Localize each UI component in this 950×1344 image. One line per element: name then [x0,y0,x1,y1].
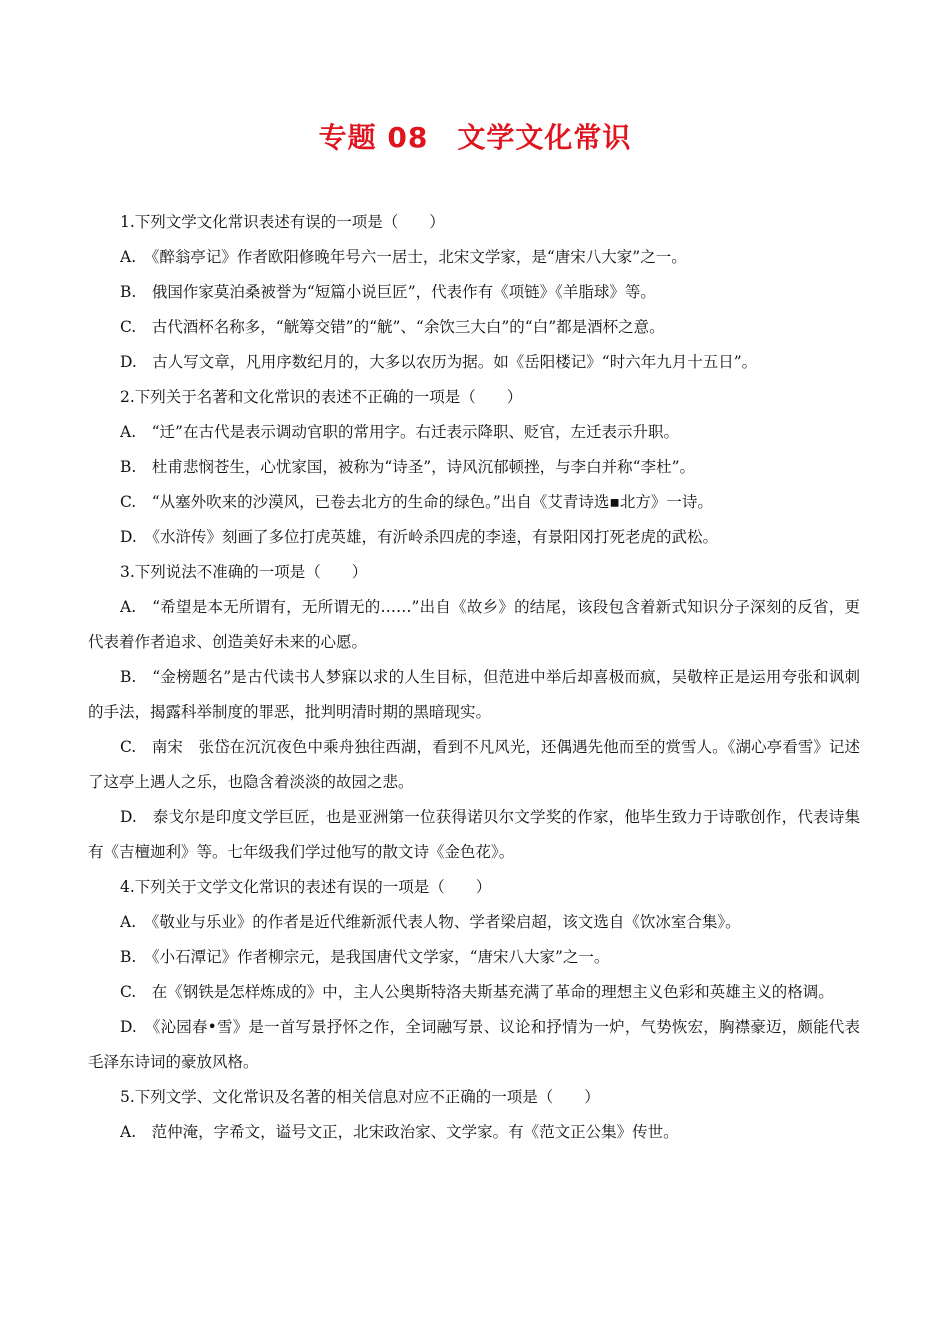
option-d: D. 古人写文章，凡用序数纪月的，大多以农历为据。如《岳阳楼记》“时六年九月十五日”。 [120,353,758,371]
question-stem: 3.下列说法不准确的一项是（ ） [120,563,368,581]
option-b: B. 俄国作家莫泊桑被誉为“短篇小说巨匠”，代表作有《项链》《羊脂球》等。 [120,283,656,301]
option-a: A. 《敬业与乐业》的作者是近代维新派代表人物、学者梁启超，该文选自《饮冰室合集》。 [120,913,741,931]
option-c: C. 在《钢铁是怎样炼成的》中，主人公奥斯特洛夫斯基充满了革命的理想主义色彩和英雄主义的格调。 [120,983,834,1001]
option-a: A. 《醉翁亭记》作者欧阳修晚年号六一居士，北宋文学家，是“唐宋八大家”之一。 [120,248,687,266]
question-stem: 2.下列关于名著和文化常识的表述不正确的一项是（ ） [120,388,523,406]
question-3 [88,555,860,870]
option-a: A. 范仲淹，字希文，谥号文正，北宋政治家、文学家。有《范文正公集》传世。 [120,1123,679,1141]
question-stem: 1.下列文学文化常识表述有误的一项是（ ） [120,213,445,231]
option-a: A. “迁”在古代是表示调动官职的常用字。右迁表示降职、贬官，左迁表示升职。 [120,423,679,441]
option-c: C. “从塞外吹来的沙漠风，已卷去北方的生命的绿色。”出自《艾青诗选▪北方》一诗。 [120,493,713,511]
option-d: D. 泰戈尔是印度文学巨匠，也是亚洲第一位获得诺贝尔文学奖的作家，他毕生致力于诗歌创作，代表诗集有《吉檀迦利》等。七年级我们学过他写的散文诗《金色花》。 [88,808,860,861]
option-d: D. 《沁园春•雪》是一首写景抒怀之作，全词融写景、议论和抒情为一炉，气势恢宏，胸襟豪迈，颇能代表毛泽东诗词的豪放风格。 [88,1018,860,1071]
option-b: B. “金榜题名”是古代读书人梦寐以求的人生目标，但范进中举后却喜极而疯，吴敬梓正是运用夸张和讽刺的手法，揭露科举制度的罪恶，批判明清时期的黑暗现实。 [88,668,860,721]
option-c: C. 古代酒杯名称多，“觥筹交错”的“觥”、“余饮三大白”的“白”都是酒杯之意。 [120,318,665,336]
page-title: 专题 08 文学文化常识 [318,121,632,154]
question-stem: 4.下列关于文学文化常识的表述有误的一项是（ ） [120,878,492,896]
option-a: A. “希望是本无所谓有，无所谓无的……”出自《故乡》的结尾，该段包含着新式知识分子深刻的反省，更代表着作者追求、创造美好未来的心愿。 [88,598,860,651]
option-c: C. 南宋 张岱在沉沉夜色中乘舟独往西湖，看到不凡风光，还偶遇先他而至的赏雪人。《湖心亭看雪》记述了这亭上遇人之乐，也隐含着淡淡的故园之悲。 [88,738,860,791]
option-d: D. 《水浒传》刻画了多位打虎英雄，有沂岭杀四虎的李逵，有景阳冈打死老虎的武松。 [120,528,719,546]
question-stem: 5.下列文学、文化常识及名著的相关信息对应不正确的一项是（ ） [120,1088,600,1106]
question-2 [88,380,860,555]
question-5 [88,1080,860,1150]
option-b: B. 杜甫悲悯苍生，心忧家国，被称为“诗圣”，诗风沉郁顿挫，与李白并称“李杜”。 [120,458,696,476]
question-1 [88,205,860,380]
option-b: B. 《小石潭记》作者柳宗元，是我国唐代文学家，“唐宋八大家”之一。 [120,948,610,966]
question-list [88,205,860,1150]
question-4 [88,870,860,1080]
